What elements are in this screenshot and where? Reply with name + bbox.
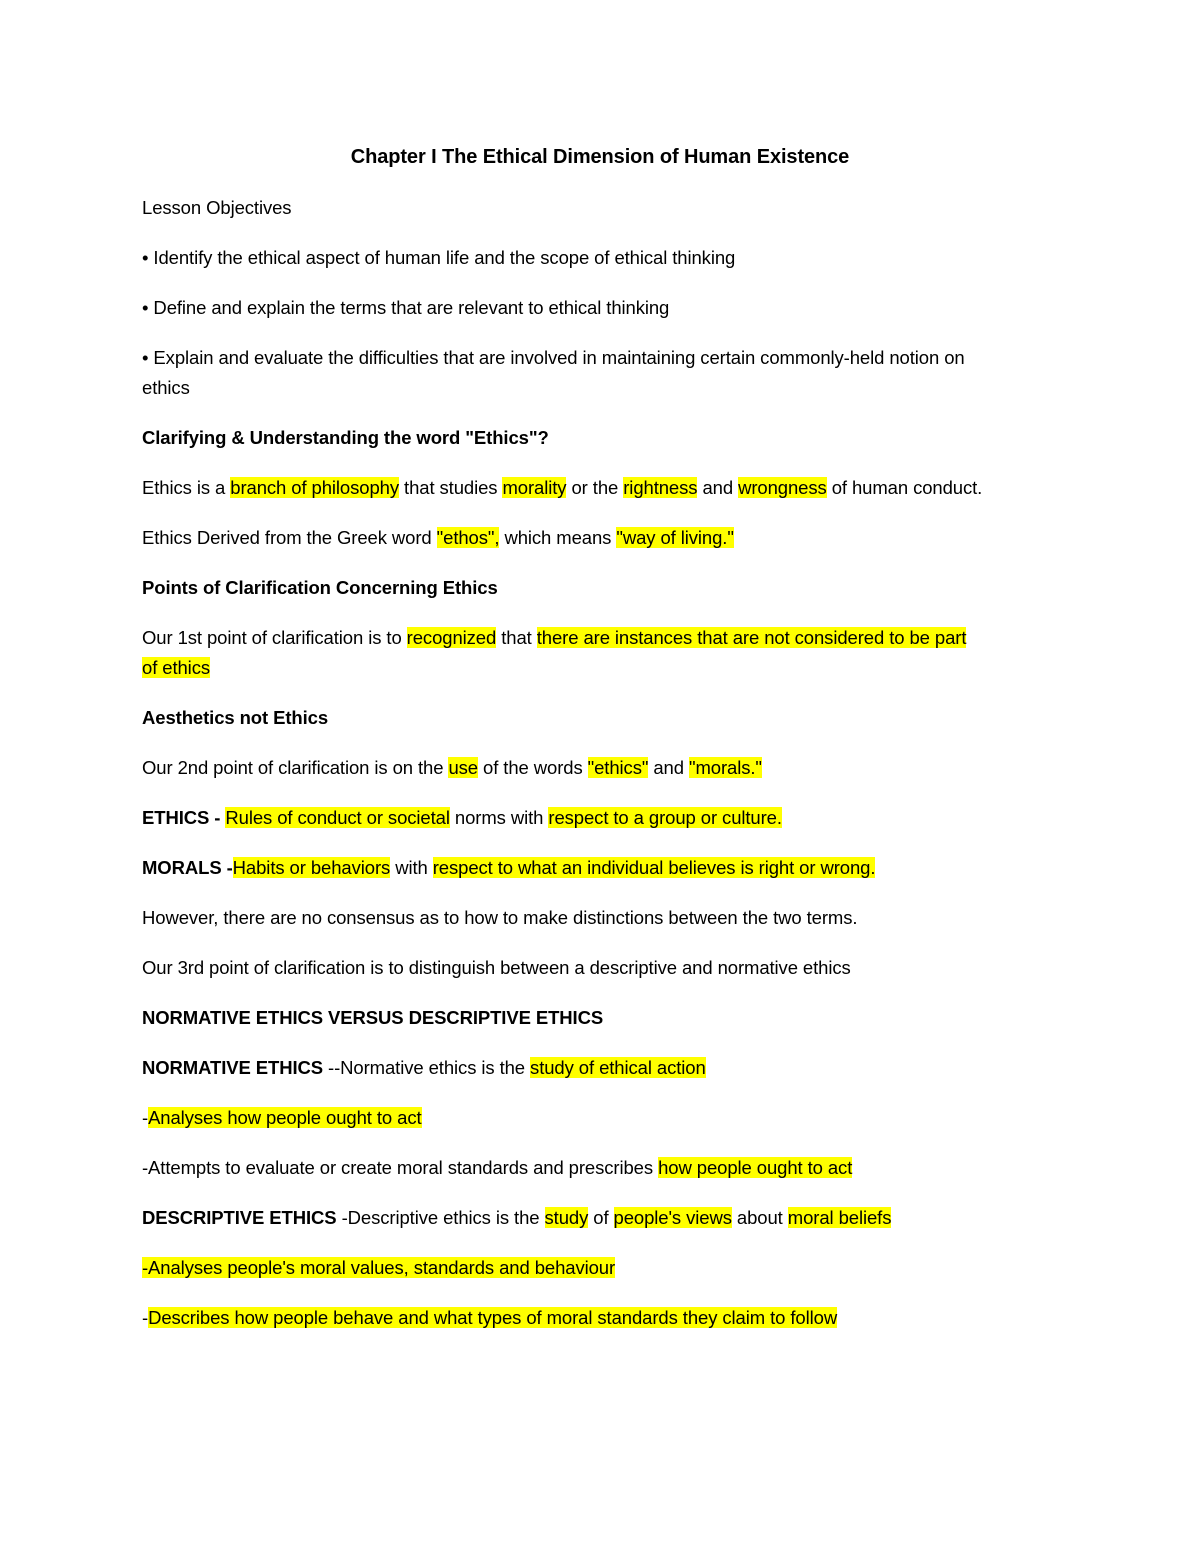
normative-point: -Attempts to evaluate or create moral standards and prescribes how people ought to act — [142, 1157, 853, 1178]
objectives-heading: Lesson Objectives — [142, 197, 292, 218]
descriptive-point: -Describes how people behave and what types of moral standards they claim to follow — [142, 1307, 838, 1328]
highlight: rightness — [623, 477, 698, 498]
highlight: Analyses how people ought to act — [148, 1107, 422, 1128]
ethics-definition: Ethics is a branch of philosophy that studies morality or the rightness and wrongness of human conduct. — [142, 477, 983, 498]
highlight: Habits or behaviors — [232, 857, 391, 878]
point-3: Our 3rd point of clarification is to distinguish between a descriptive and normative ethics — [142, 957, 851, 978]
consensus-note: However, there are no consensus as to how to make distinctions between the two terms. — [142, 907, 858, 928]
section-heading-normative-vs-descriptive: NORMATIVE ETHICS VERSUS DESCRIPTIVE ETHICS — [142, 1007, 604, 1028]
objective-item: • Explain and evaluate the difficulties that are involved in maintaining certain commonly-held notion on — [142, 347, 965, 368]
highlight: use — [448, 757, 478, 778]
descriptive-point — [142, 1256, 615, 1280]
morals-term-definition: MORALS -Habits or behaviors with respect to what an individual believes is right or wrong. — [142, 857, 876, 878]
point-1-continuation — [142, 656, 210, 680]
highlight: how people ought to act — [658, 1157, 853, 1178]
highlight: respect to what an individual believes is right or wrong. — [432, 857, 876, 878]
highlight: branch of philosophy — [230, 477, 399, 498]
ethics-derivation: Ethics Derived from the Greek word "ethos", which means "way of living." — [142, 527, 734, 548]
highlight: respect to a group or culture. — [548, 807, 782, 828]
section-heading-points: Points of Clarification Concerning Ethics — [142, 577, 498, 598]
bullet-icon: • — [142, 247, 149, 268]
point-2: Our 2nd point of clarification is on the use of the words "ethics" and "morals." — [142, 757, 762, 778]
section-heading-clarifying: Clarifying & Understanding the word "Ethics"? — [142, 427, 549, 448]
highlight: Rules of conduct or societal — [225, 807, 450, 828]
highlight: "way of living." — [616, 527, 734, 548]
bullet-icon: • — [142, 297, 149, 318]
highlight: morality — [502, 477, 567, 498]
highlight: there are instances that are not considered to be part — [536, 627, 967, 648]
highlight: study — [544, 1207, 589, 1228]
objective-item: • Define and explain the terms that are relevant to ethical thinking — [142, 297, 670, 318]
normative-ethics-definition: NORMATIVE ETHICS --Normative ethics is the study of ethical action — [142, 1057, 706, 1078]
point-1: Our 1st point of clarification is to recognized that there are instances that are not considered to be part — [142, 627, 967, 648]
page-title: Chapter I The Ethical Dimension of Human Existence — [350, 146, 850, 168]
objective-item-continuation: ethics — [142, 377, 190, 398]
highlight: of ethics — [142, 657, 210, 678]
highlight: study of ethical action — [530, 1057, 706, 1078]
descriptive-ethics-definition: DESCRIPTIVE ETHICS -Descriptive ethics is the study of people's views about moral beliefs — [142, 1207, 892, 1228]
highlight: "ethos", — [436, 527, 500, 548]
highlight: moral beliefs — [787, 1207, 892, 1228]
bullet-icon: • — [142, 347, 149, 368]
normative-point: -Analyses how people ought to act — [142, 1107, 422, 1128]
ethics-term-definition: ETHICS - Rules of conduct or societal norms with respect to a group or culture. — [142, 807, 782, 828]
highlight: Describes how people behave and what types of moral standards they claim to follow — [148, 1307, 838, 1328]
highlight: recognized — [406, 627, 497, 648]
highlight: people's views — [613, 1207, 732, 1228]
aesthetics-heading: Aesthetics not Ethics — [142, 707, 329, 728]
highlight: wrongness — [738, 477, 827, 498]
highlight: -Analyses people's moral values, standards and behaviour — [142, 1257, 616, 1278]
objective-item: • Identify the ethical aspect of human life and the scope of ethical thinking — [142, 247, 736, 268]
highlight: "ethics" — [587, 757, 649, 778]
highlight: "morals." — [688, 757, 762, 778]
